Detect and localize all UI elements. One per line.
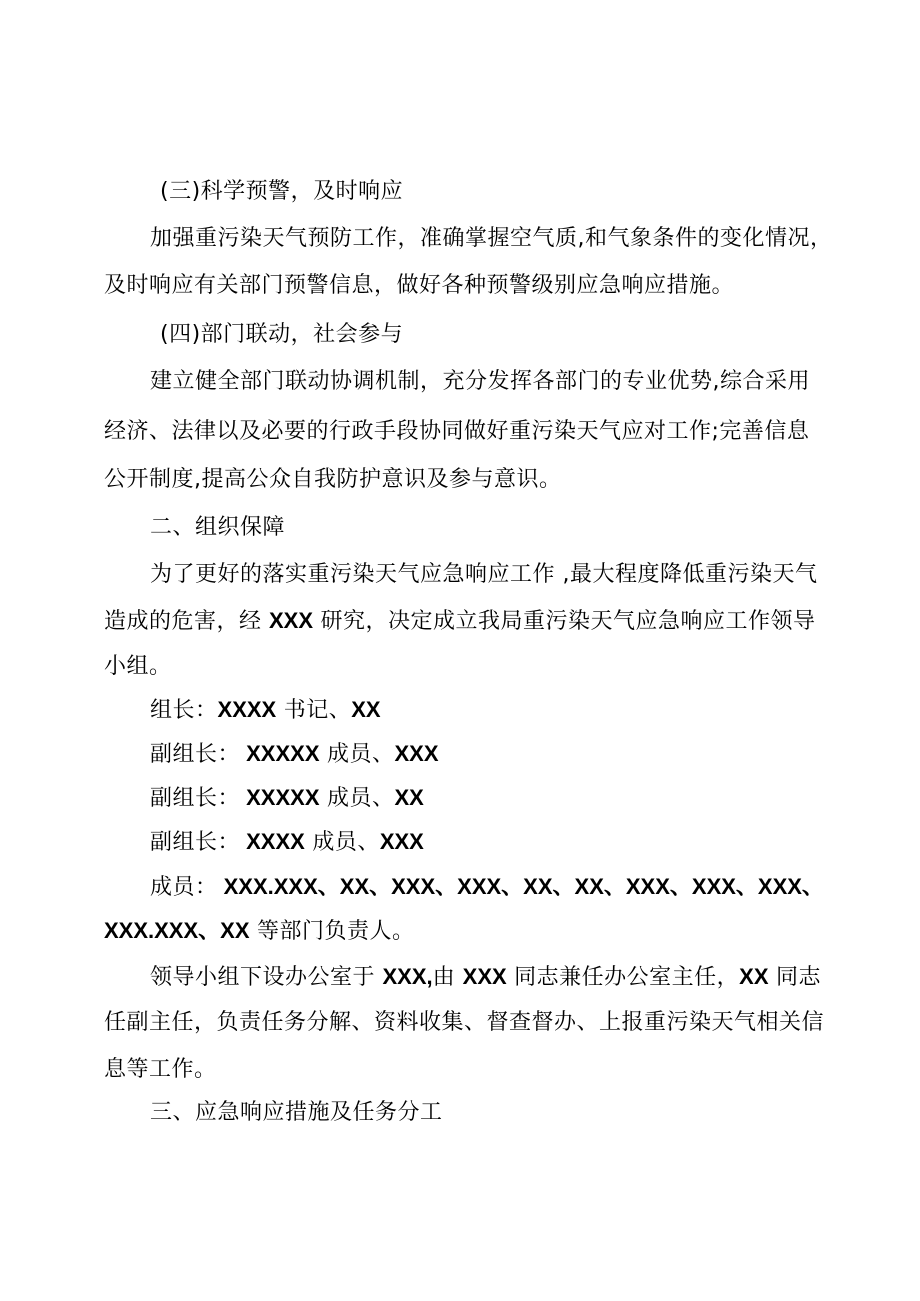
members-list: XXX.XXX、XX、XXX、XXX、XX、XX、XXX、XXX、XXX、 <box>217 874 824 899</box>
placeholder-name: XXXXX <box>240 741 320 766</box>
paragraph-line: 小组。 <box>104 654 172 679</box>
placeholder-name: XX <box>394 785 424 810</box>
members-label: 成员： <box>150 875 218 900</box>
leader-line <box>150 688 910 732</box>
paragraph-line: 经济、法律以及必要的行政手段协同做好重污染天气应对工作;完善信息 <box>104 419 810 444</box>
members-line <box>150 865 910 909</box>
deputy-title: 成员、 <box>319 786 395 811</box>
placeholder-name: XXX <box>379 829 424 854</box>
members-line-continued <box>104 909 864 953</box>
paragraph-line: 息等工作。 <box>104 1057 217 1082</box>
placeholder-name: XXX, <box>382 964 433 989</box>
deputy-leader-line <box>150 732 910 776</box>
placeholder-name: XXXX <box>217 697 277 722</box>
chapter-heading-2: 二、组织保障 <box>150 515 286 540</box>
placeholder-name: XXX <box>394 741 439 766</box>
members-suffix: 等部门负责人。 <box>249 919 415 944</box>
paragraph-line: 建立健全部门联动协调机制，充分发挥各部门的专业优势,综合采用 <box>150 369 810 394</box>
deputy-label: 副组长： <box>150 742 241 767</box>
deputy-label: 副组长： <box>150 830 241 855</box>
paragraph-line: 为了更好的落实重污染天气应急响应工作 ,最大程度降低重污染天气 <box>150 562 818 587</box>
placeholder-name: XXX <box>462 964 507 989</box>
placeholder-name: XXXXX <box>240 785 320 810</box>
office-line <box>150 955 910 999</box>
placeholder-name: XXXX <box>240 829 305 854</box>
paragraph-line: 公开制度,提高公众自我防护意识及参与意识。 <box>104 467 562 492</box>
paragraph-line <box>104 599 864 643</box>
text-run: 同志兼任办公室主任， <box>506 965 740 990</box>
members-list: XXX.XXX、XX <box>104 918 250 943</box>
chapter-heading-3: 三、应急响应措施及任务分工 <box>150 1100 443 1125</box>
paragraph-line: 任副主任，负责任务分解、资料收集、督查督办、上报重污染天气相关信 <box>104 1010 825 1035</box>
deputy-title: 成员、 <box>304 830 380 855</box>
paragraph-line: 加强重污染天气预防工作，准确掌握空气质,和气象条件的变化情况， <box>150 226 833 251</box>
leader-label: 组长： <box>150 698 218 723</box>
text-run: 由 <box>432 965 463 990</box>
text-run: 领导小组下设办公室于 <box>150 965 383 990</box>
leader-title: 书记、 <box>276 698 352 723</box>
text-run: 造成的危害，经 <box>104 609 269 634</box>
text-run: 研究，决定成立我局重污染天气应急响应工作领导 <box>313 609 816 634</box>
section-heading-3: (三)科学预警，及时响应 <box>160 179 404 204</box>
placeholder-name: XX <box>739 964 769 989</box>
text-run: 同志 <box>768 965 822 990</box>
section-heading-4: (四)部门联动，社会参与 <box>160 322 404 347</box>
deputy-leader-line <box>150 820 910 864</box>
placeholder-name: XXX <box>269 608 314 633</box>
deputy-leader-line <box>150 776 910 820</box>
placeholder-name: XX <box>351 697 381 722</box>
deputy-title: 成员、 <box>319 742 395 767</box>
deputy-label: 副组长： <box>150 786 241 811</box>
paragraph-line: 及时响应有关部门预警信息，做好各种预警级别应急响应措施。 <box>104 273 735 298</box>
